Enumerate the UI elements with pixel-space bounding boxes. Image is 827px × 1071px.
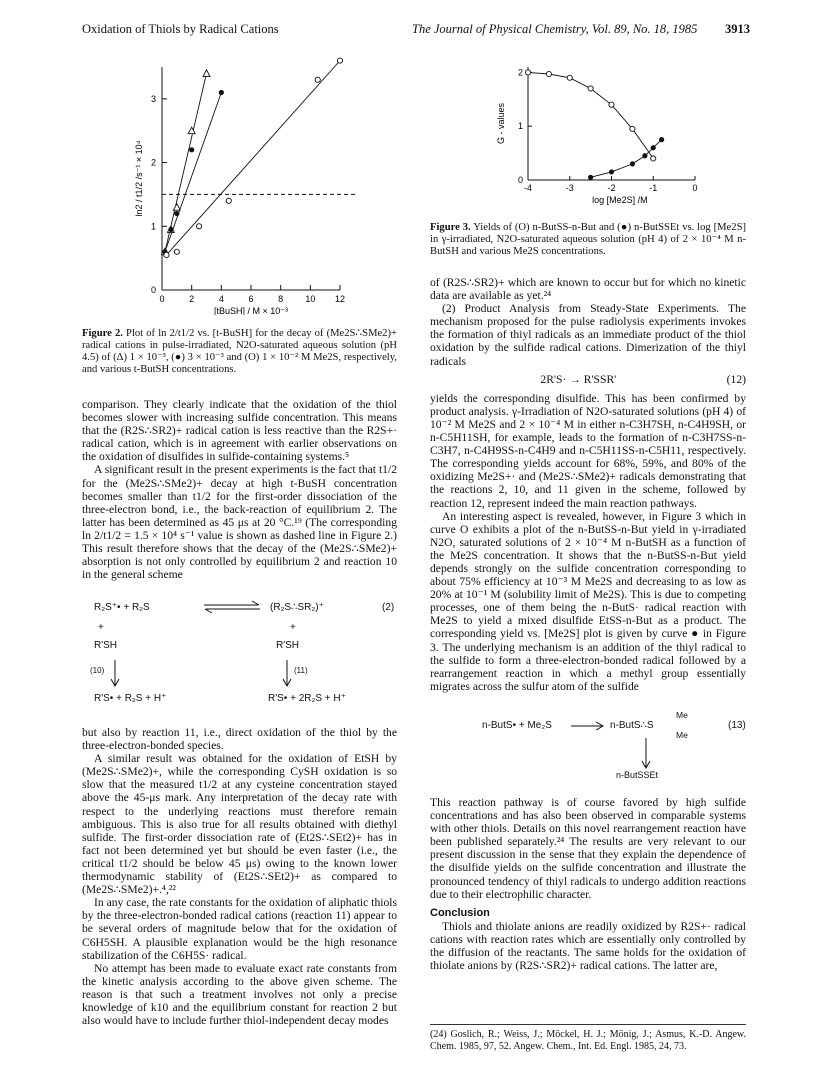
reaction-scheme: R₂S⁺• + R₂S (R₂S∴SR₂)⁺ (2) + + R'SH R'SH (10) (11) R'S• + R₂S + H⁺ R'S• + 2R₂S + H⁺ — [90, 602, 395, 704]
left-column-lower: but also by reaction 11, i.e., direct oxidation of the thiol by the three-electron-bonded species. A similar result was obtained for the oxidation of EtSH by (Me2S∴SMe2)+, while the corresponding CySH oxidation is so slow that the measured t1/2 at any cysteine concentration stayed above the 45-μs mark. Any interpretation of the decay rate with respect to the underlying reactions must therefore remain ambiguous. This is also true for all results obtained with diethyl sulfide. The first-order dissociation rate of (Et2S∴SEt2)+ has in fact not been determined yet but should be even faster (i.e., the critical t1/2 should be below 45 μs) owing to the known lower thermodynamic stability of (Et2S∴SEt2)+ as compared to (Me2S∴SMe2)+.⁴,²² In any case, the rate constants for the oxidation of aliphatic thiols by the three-electron-bonded radical cations (reaction 11) appear to be several orders of magnitude below that for the oxidation of C6H5SH. A plausible explanation would be the high resonance stabilization of the C6H5S· radical. No attempt has been made to evaluate exact rate constants from the kinetic analysis according to the above given scheme. The reason is that such a treatment involves not only a precise knowledge of k10 and the equilibrium constant for reaction 2 but also would have to include further thiol-independent decay modes — [82, 726, 397, 1028]
filled-circle-point — [609, 169, 614, 174]
x-tick-label: -1 — [649, 183, 658, 193]
x-tick-label: 0 — [159, 294, 165, 304]
open-circle-point — [196, 224, 201, 229]
arrow-down-icon — [110, 658, 120, 688]
y-axis-label: ln2 / t1/2 /s⁻¹ × 10⁴ — [134, 140, 144, 217]
open-circle-point — [630, 126, 635, 131]
footnote-24: (24) Goslich, R.; Weiss, J.; Möckel, H. J.; Mönig, J.; Asmus, K.-D. Angew. Chem. 1985, 97, 52. Angew. Chem., Int. Ed. Engl. 1985, 24, 73. — [430, 1029, 746, 1052]
open-circle-point — [315, 77, 320, 82]
arrow-right-icon — [570, 721, 604, 731]
x-tick-label: -3 — [565, 183, 574, 193]
arrow-down-icon — [640, 736, 652, 770]
figure-2-plot — [130, 55, 390, 315]
y-tick-label: 3 — [150, 93, 156, 104]
x-tick-label: 2 — [189, 294, 195, 304]
series-fit-line — [166, 61, 340, 255]
right-column-upper: of (R2S∴SR2)+ which are known to occur but for which no kinetic data are available as yet.²⁴ (2) Product Analysis from Steady-State Experiments. The mechanism proposed for the pulse radiolysis experiments invokes the formation of thiyl radicals as an immediate product of the thiol oxidation by the sulfide radical cations. Dimerization of the thiyl radicals 2R'S· → R'SSR' (12) yields the corresponding disulfide. This has been confirmed by product analysis. γ-Irradiation of N2O-saturated solutions (pH 4) of 10⁻² M Me2S and 2 × 10⁻⁴ M in either n-C3H7SH, n-C4H9SH, or n-C5H11SH, for example, leads to the formation of n-C3H7SS-n-C3H7, n-C4H9SS-n-C4H9 and n-C5H11SS-n-C5H11, respectively. The corresponding yields account for 68%, 59%, and 80% of the oxidizing Me2S+· and (Me2S∴SMe2)+ radicals demonstrating that the reactions 2, 10, and 11 given in the scheme, followed by reaction 12, represent indeed the main reaction pathways. An interesting aspect is revealed, however, in Figure 3 which in curve O exhibits a plot of the n-ButSS-n-But yield in γ-irradiated N2O, saturated solutions of 2 × 10⁻⁴ M n-ButSH as a function of the Me2S concentration. It shows that the n-ButSS-n-But yield depends strongly on the sulfide concentration corresponding to about 75% efficiency at 10⁻³ M Me2S and decreasing to as low as 20% at 10⁻¹ M (solubility limit of Me2S). This is due to competing processes, one of them being the n-ButS· radical reaction with Me2S to yield a mixed disulfide EtSS-n-But as a product. The corresponding yield vs. [Me2S] plot is given by curve ● in Figure 3. The underlying mechanism is an addition of the thiyl radical to the sulfide to form a three-electron-bonded radical followed by a rearrangement reaction in which a methyl group essentially migrates across the sulfur atom of the sulfide — [430, 276, 746, 693]
filled-circle-point — [642, 153, 647, 158]
series-fit-line — [165, 92, 221, 251]
filled-circle-point — [630, 161, 635, 166]
filled-circle-point — [659, 137, 664, 142]
filled-circle-point — [168, 227, 173, 232]
equation-13: n-ButS• + Me₂S n-ButS∴S Me Me (13) n-ButSSEt — [482, 710, 746, 780]
x-tick-label: 12 — [334, 294, 346, 304]
x-tick-label: 10 — [305, 294, 316, 304]
open-circle-point — [651, 156, 656, 161]
open-circle-point — [609, 102, 614, 107]
filled-circle-point — [189, 147, 194, 152]
equilibrium-arrow-icon — [202, 600, 262, 614]
filled-circle-point — [588, 175, 593, 180]
x-tick-label: 4 — [218, 294, 224, 304]
open-circle-point — [337, 58, 342, 63]
running-head-left: Oxidation of Thiols by Radical Cations — [82, 22, 279, 36]
figure-3-plot — [490, 55, 710, 215]
x-tick-label: 6 — [248, 294, 254, 304]
figure-3-caption: Figure 3. Yields of (O) n-ButSS-n-But and (●) n-ButSSEt vs. log [Me2S] in γ-irradiated, N2O-saturated aqueous solution (pH 4) of 2 × 10⁻⁴ M n-ButSH and various Me2S concentrations. — [430, 222, 746, 257]
x-axis-label: [tBuSH] / M × 10⁻³ — [213, 306, 289, 315]
filled-circle-point — [174, 211, 179, 216]
figure-2-caption: Figure 2. Plot of ln 2/t1/2 vs. [t-BuSH] for the decay of (Me2S∴SMe2)+ radical cations in pulse-irradiated, N2O-saturated aqueous solution (pH 4.5) of (Δ) 1 × 10⁻³, (●) 3 × 10⁻³ and (O) 1 × 10⁻² M Me2S, respectively, and various t-ButSH concentrations. — [82, 328, 397, 375]
y-tick-label: 0 — [150, 285, 156, 295]
open-circle-point — [164, 252, 169, 257]
page-number: 3913 — [725, 22, 750, 36]
arrow-down-icon — [282, 658, 292, 688]
left-column-upper: comparison. They clearly indicate that the oxidation of the thiol becomes slower with increasing sulfide concentration. This means that the (R2S∴SR2)+ radical cation is less reactive than the R2S+· radical cation, which is in agreement with earlier observations on the oxidation of disulfides in sulfide-containing systems.⁵ A significant result in the present experiments is the fact that t1/2 for the (Me2S∴SMe2)+ decay at high t-BuSH concentration becomes smaller than t1/2 for the first-order dissociation of the three-electron bond, i.e., the back-reaction of equilibrium 2. The latter has been determined as 45 μs at 20 °C.¹⁹ (The corresponding ln 2/t1/2 = 1.5 × 10⁴ s⁻¹ value is shown as dashed line in Figure 2.) This result therefore shows that the decay of the (Me2S∴SMe2)+ absorption is not only controlled by equilibrium 2 and reaction 10 in the general scheme — [82, 398, 397, 582]
equation-12: 2R'S· → R'SSR' (12) — [540, 372, 746, 386]
y-tick-label: 2 — [517, 67, 523, 78]
filled-circle-point — [219, 90, 224, 95]
open-circle-point — [567, 75, 572, 80]
x-tick-label: -2 — [607, 183, 616, 193]
open-circle-point — [174, 249, 179, 254]
open-circle-point — [546, 71, 551, 76]
x-tick-label: 8 — [278, 294, 284, 304]
conclusion-heading: Conclusion — [430, 906, 490, 919]
open-circle-point — [525, 70, 530, 75]
y-tick-label: 2 — [150, 157, 156, 168]
y-tick-label: 1 — [150, 221, 156, 232]
series-line — [528, 72, 653, 158]
y-tick-label: 0 — [517, 175, 523, 185]
triangle-point — [173, 204, 180, 211]
open-circle-point — [226, 198, 231, 203]
filled-circle-point — [651, 145, 656, 150]
open-circle-point — [588, 86, 593, 91]
x-axis-label: log [Me2S] /M — [592, 195, 648, 205]
x-tick-label: -4 — [523, 183, 533, 193]
x-tick-label: 0 — [692, 183, 698, 193]
right-column-lower: This reaction pathway is of course favored by high sulfide concentrations and has also been observed in comparable systems with other thiols. Details on this novel rearrangement reaction have been published separately.²⁴ The results are very relevant to our present discussion in the sense that they explain the dependence of the disulfide yields on the sulfide concentration and illustrate the pronounced tendency of thiyl radicals to undergo addition reactions due to their electrophilic character. Conclusion Thiols and thiolate anions are readily oxidized by R2S+· radical cations with reaction rates which are essentially only controlled by the diffusion of the reactants. The same holds for the oxidation of thiolate anions by (R2S∴SR2)+ radical cations. The latter are, — [430, 796, 746, 973]
running-head-journal: The Journal of Physical Chemistry, Vol. 89, No. 18, 1985 — [412, 22, 698, 36]
triangle-point — [203, 70, 210, 77]
y-axis-label: G - values — [496, 102, 506, 145]
y-tick-label: 1 — [517, 121, 523, 132]
